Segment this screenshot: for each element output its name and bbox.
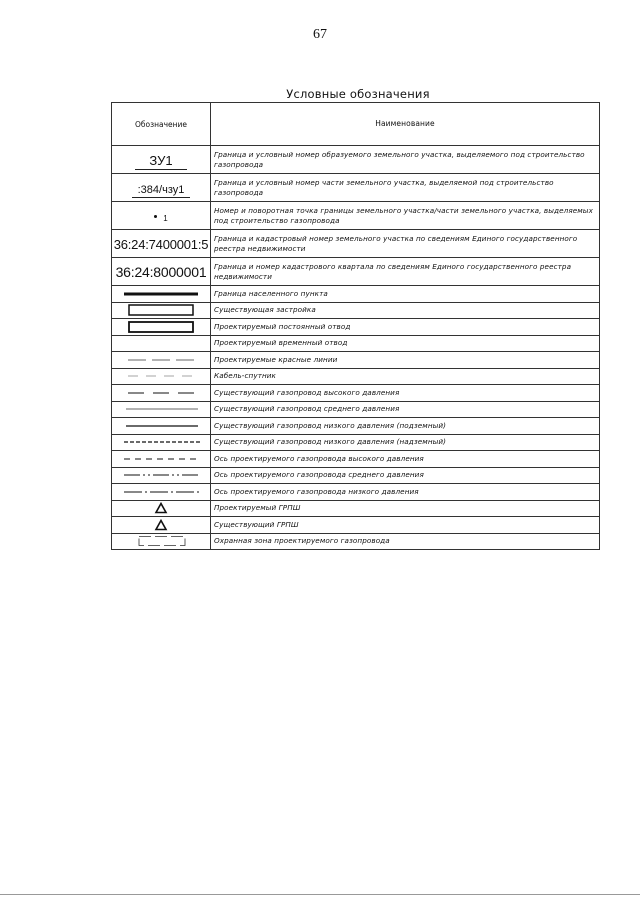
symbol-quarter: 36:24:8000001 — [112, 258, 211, 286]
existing-high-pressure-icon — [112, 385, 211, 402]
symbol-zu1: ЗУ1 — [112, 146, 211, 174]
legend-table — [111, 102, 600, 550]
permanent-allotment-icon — [112, 319, 211, 336]
point-dot-icon — [154, 215, 157, 218]
symbol-point: 1 — [112, 202, 211, 230]
planned-medium-pressure-axis-icon — [112, 467, 211, 484]
row-label: Ось проектируемого газопровода высокого давления — [211, 451, 600, 468]
legend-row — [112, 368, 600, 385]
row-label: Проектируемый временный отвод — [211, 335, 600, 352]
settlement-border-icon — [112, 286, 211, 303]
planned-low-pressure-axis-icon — [112, 484, 211, 501]
row-label: Существующая застройка — [211, 302, 600, 319]
cable-satellite-icon — [112, 368, 211, 385]
legend-row — [112, 434, 600, 451]
red-lines-icon — [112, 352, 211, 369]
legend-row — [112, 467, 600, 484]
symbol-part: :384/чзу1 — [112, 174, 211, 202]
planned-high-pressure-axis-icon — [112, 451, 211, 468]
legend-row — [112, 500, 600, 517]
row-label: Проектируемый ГРПШ — [211, 500, 600, 517]
symbol-parcel: 36:24:7400001:5 — [112, 230, 211, 258]
row-label: Номер и поворотная точка границы земельного участка/части земельного участка, выделяемых под строительство газопровода — [211, 202, 600, 230]
temporary-allotment-icon — [112, 335, 211, 352]
planned-grpsh-triangle-icon — [112, 500, 211, 517]
page-number: 67 — [313, 27, 327, 42]
existing-low-pressure-underground-icon — [112, 418, 211, 435]
legend-row — [112, 319, 600, 336]
legend-row — [112, 286, 600, 303]
legend-row — [112, 517, 600, 534]
row-label: Ось проектируемого газопровода среднего давления — [211, 467, 600, 484]
row-label: Существующий газопровод низкого давления (подземный) — [211, 418, 600, 435]
row-label: Существующий газопровод среднего давления — [211, 401, 600, 418]
page-bottom-rule — [0, 894, 640, 895]
protection-zone-icon — [112, 533, 211, 550]
row-label: Кабель-спутник — [211, 368, 600, 385]
row-label: Охранная зона проектируемого газопровода — [211, 533, 600, 550]
row-label: Граница и номер кадастрового квартала по сведениям Единого государственного реестра недвижимости — [211, 258, 600, 286]
legend-row — [112, 302, 600, 319]
legend-row — [112, 174, 600, 202]
row-label: Проектируемые красные линии — [211, 352, 600, 369]
row-label: Ось проектируемого газопровода низкого давления — [211, 484, 600, 501]
header-row — [112, 103, 600, 146]
header-symbol: Обозначение — [112, 103, 211, 146]
legend-row — [112, 451, 600, 468]
row-label: Граница населенного пункта — [211, 286, 600, 303]
row-label: Существующий ГРПШ — [211, 517, 600, 534]
existing-building-icon — [112, 302, 211, 319]
existing-low-pressure-overground-icon — [112, 434, 211, 451]
legend-row — [112, 335, 600, 352]
legend-row — [112, 418, 600, 435]
row-label: Граница и условный номер части земельного участка, выделяемой под строительство газопровода — [211, 174, 600, 202]
legend-row — [112, 146, 600, 174]
row-label: Граница и условный номер образуемого земельного участка, выделяемого под строительство газопровода — [211, 146, 600, 174]
header-name: Наименование — [211, 103, 600, 146]
legend-row — [112, 230, 600, 258]
legend-title: Условные обозначения — [286, 87, 430, 101]
legend-row — [112, 202, 600, 230]
row-label: Существующий газопровод низкого давления (надземный) — [211, 434, 600, 451]
legend-row — [112, 352, 600, 369]
legend-row — [112, 533, 600, 550]
legend-row — [112, 385, 600, 402]
row-label: Существующий газопровод высокого давления — [211, 385, 600, 402]
row-label: Граница и кадастровый номер земельного участка по сведениям Единого государственного реестра недвижимости — [211, 230, 600, 258]
legend-row — [112, 258, 600, 286]
legend-row — [112, 401, 600, 418]
existing-grpsh-triangle-icon — [112, 517, 211, 534]
existing-medium-pressure-icon — [112, 401, 211, 418]
row-label: Проектируемый постоянный отвод — [211, 319, 600, 336]
legend-row — [112, 484, 600, 501]
